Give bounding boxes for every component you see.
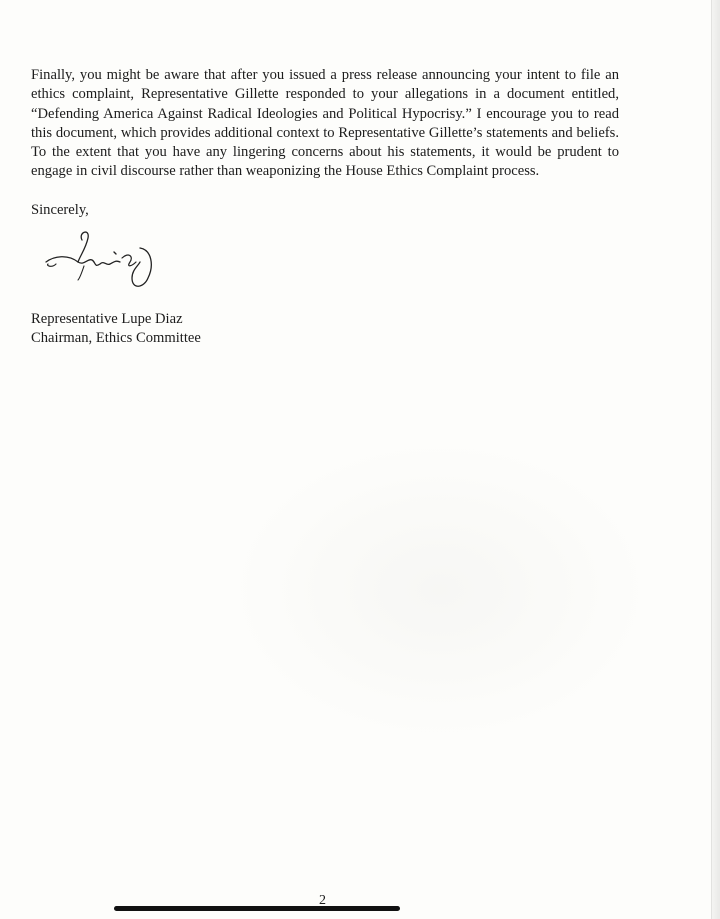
page-number: 2	[319, 893, 326, 905]
handwritten-signature	[44, 222, 156, 294]
letter-closing: Sincerely,	[31, 201, 89, 218]
signature-block	[31, 310, 201, 349]
home-indicator-bar[interactable]	[114, 906, 400, 911]
signer-title: Chairman, Ethics Committee	[31, 330, 201, 347]
letter-paragraph: Finally, you might be aware that after you issued a press release announcing your intent to file an ethics complaint, Representative Gillette responded to your allegations in a document entitled, “Defending America Against Radical Ideologies and Political Hypocrisy.” I encourage you to read this document, which provides additional context to Representative Gillette’s statements and beliefs. To the extent that you have any lingering concerns about his statements, it would be prudent to engage in civil discourse rather than weaponizing the House Ethics Complaint process.	[31, 67, 619, 180]
letter-body	[31, 66, 619, 220]
faint-seal-watermark	[230, 440, 650, 740]
page-edge-shadow	[711, 0, 720, 919]
signer-name: Representative Lupe Diaz	[31, 311, 183, 327]
